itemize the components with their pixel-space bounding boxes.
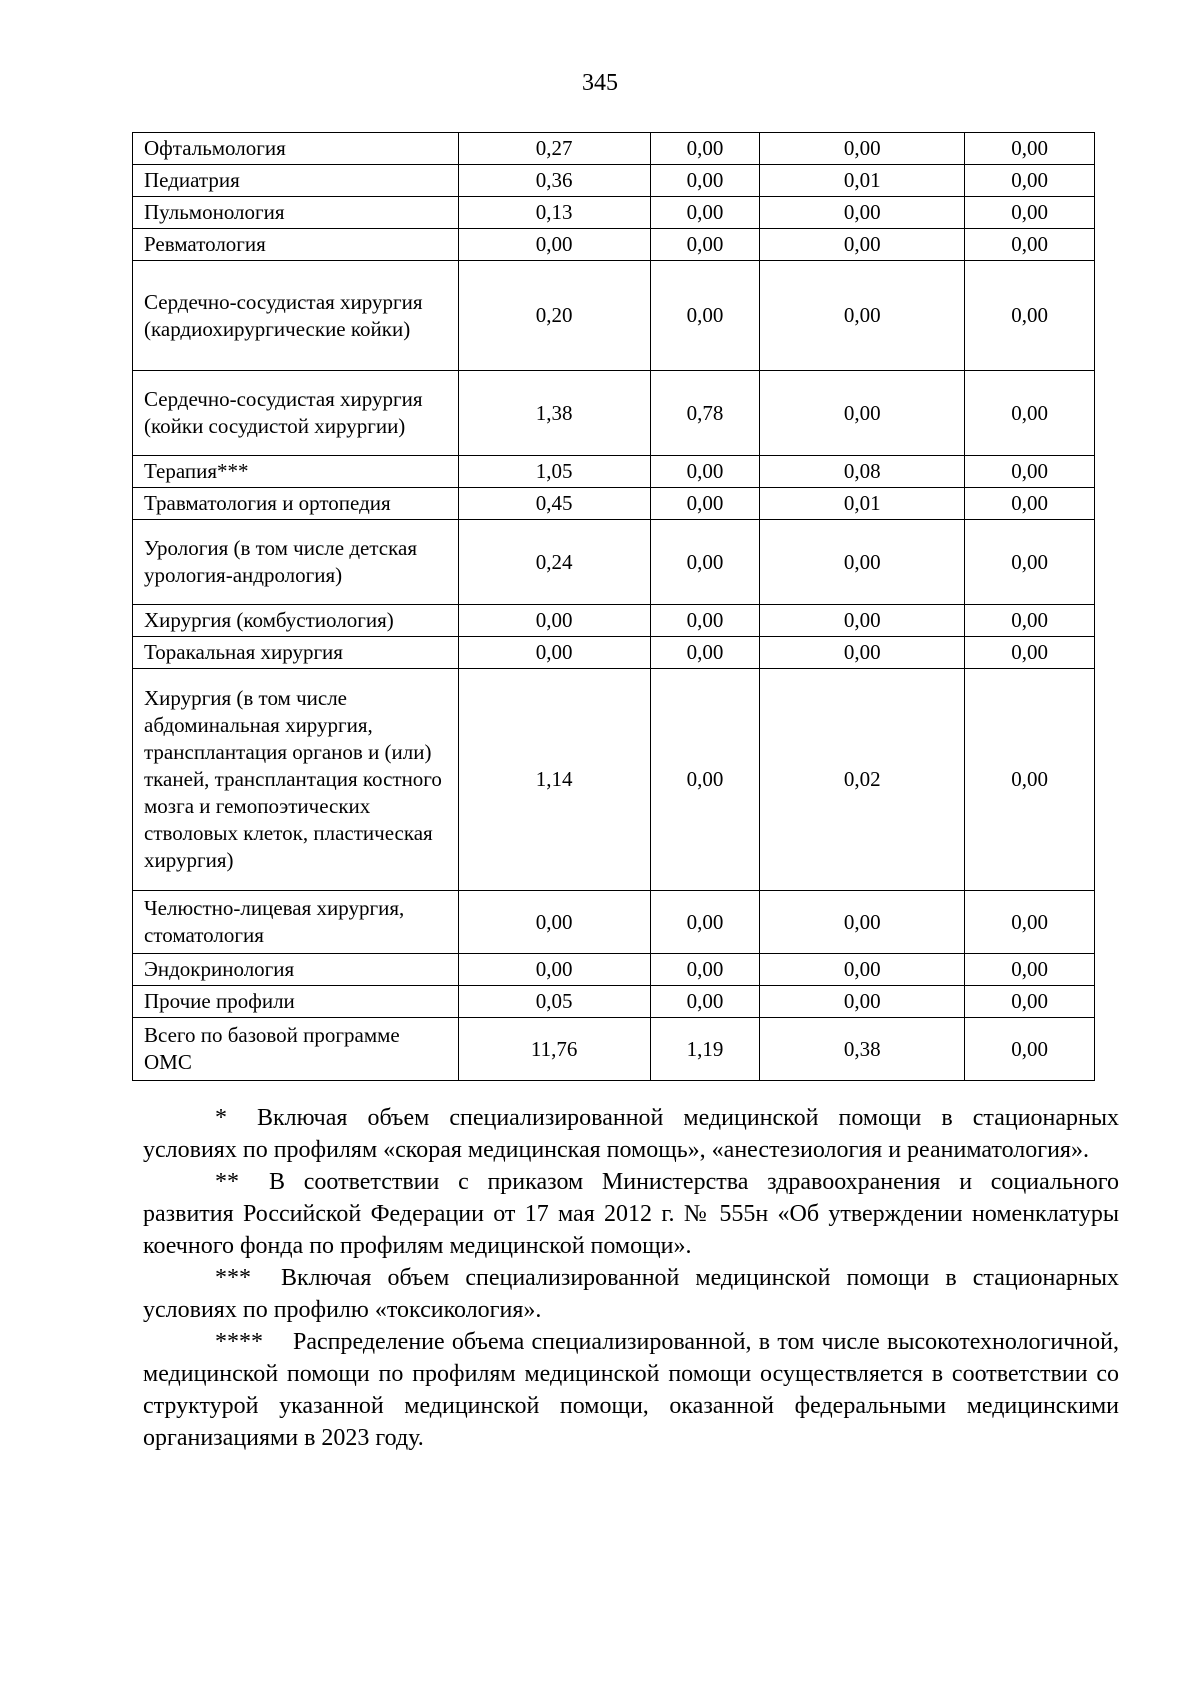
table-row [133, 520, 1095, 605]
profile-name: Хирургия (комбустиология) [133, 605, 459, 637]
table-row [133, 371, 1095, 456]
value-cell: 0,00 [458, 891, 650, 954]
value-cell: 0,00 [760, 605, 965, 637]
value-cell: 0,02 [760, 669, 965, 891]
value-cell: 0,00 [965, 520, 1095, 605]
value-cell: 0,00 [965, 986, 1095, 1018]
value-cell: 0,00 [650, 954, 760, 986]
value-cell: 0,05 [458, 986, 650, 1018]
value-cell: 0,00 [760, 520, 965, 605]
value-cell: 0,00 [760, 891, 965, 954]
footnote-mark: **** [215, 1329, 263, 1355]
profile-name: Урология (в том числе детская урология-андрология) [133, 520, 459, 605]
footnote-text: Включая объем специализированной медицинской помощи в стационарных условиях по профилям «скорая медицинская помощь», «анестезиология и реаниматология». [143, 1105, 1119, 1163]
value-cell: 0,00 [760, 637, 965, 669]
table-row [133, 986, 1095, 1018]
footnote [143, 1166, 1119, 1262]
value-cell: 0,00 [650, 669, 760, 891]
value-cell: 0,00 [760, 229, 965, 261]
value-cell: 0,00 [650, 637, 760, 669]
profiles-table [132, 132, 1095, 1081]
footnote-text: В соответствии с приказом Министерства здравоохранения и социального развития Российской Федерации от 17 мая 2012 г. № 555н «Об утверждении номенклатуры коечного фонда по профилям медицинской помощи». [143, 1169, 1119, 1259]
value-cell: 0,00 [965, 637, 1095, 669]
value-cell: 0,20 [458, 261, 650, 371]
value-cell: 0,00 [965, 891, 1095, 954]
value-cell: 0,38 [760, 1018, 965, 1081]
value-cell: 0,00 [965, 197, 1095, 229]
value-cell: 0,08 [760, 456, 965, 488]
footnote-mark: *** [215, 1265, 251, 1291]
value-cell: 0,00 [760, 371, 965, 456]
table-row [133, 954, 1095, 986]
profile-name: Терапия*** [133, 456, 459, 488]
footnote-text: Распределение объема специализированной, в том числе высокотехнологичной, медицинской помощи по профилям медицинской помощи осуществляется в соответствии со структурой указанной медицинской помощи, оказанной федеральными медицинскими организациями в 2023 году. [143, 1329, 1119, 1451]
value-cell: 0,01 [760, 488, 965, 520]
value-cell: 0,00 [760, 986, 965, 1018]
value-cell: 1,38 [458, 371, 650, 456]
value-cell: 0,00 [458, 954, 650, 986]
table-row [133, 456, 1095, 488]
value-cell: 11,76 [458, 1018, 650, 1081]
value-cell: 0,00 [650, 165, 760, 197]
profile-name: Всего по базовой программе ОМС [133, 1018, 459, 1081]
value-cell: 0,00 [965, 371, 1095, 456]
profile-name: Пульмонология [133, 197, 459, 229]
value-cell: 0,00 [650, 605, 760, 637]
value-cell: 0,00 [458, 637, 650, 669]
table-row [133, 669, 1095, 891]
value-cell: 0,00 [965, 605, 1095, 637]
profile-name: Сердечно-сосудистая хирургия (кардиохирургические койки) [133, 261, 459, 371]
value-cell: 1,19 [650, 1018, 760, 1081]
value-cell: 0,00 [458, 229, 650, 261]
value-cell: 1,05 [458, 456, 650, 488]
profile-name: Эндокринология [133, 954, 459, 986]
value-cell: 0,78 [650, 371, 760, 456]
table-row [133, 1018, 1095, 1081]
value-cell: 0,00 [965, 133, 1095, 165]
table-row [133, 891, 1095, 954]
table-row [133, 605, 1095, 637]
profile-name: Сердечно-сосудистая хирургия (койки сосудистой хирургии) [133, 371, 459, 456]
value-cell: 0,00 [965, 261, 1095, 371]
value-cell: 0,00 [760, 133, 965, 165]
table-row [133, 261, 1095, 371]
profile-name: Прочие профили [133, 986, 459, 1018]
value-cell: 1,14 [458, 669, 650, 891]
profile-name: Педиатрия [133, 165, 459, 197]
footnote [143, 1262, 1119, 1326]
value-cell: 0,00 [650, 891, 760, 954]
footnote [143, 1102, 1119, 1166]
value-cell: 0,00 [760, 197, 965, 229]
profile-name: Торакальная хирургия [133, 637, 459, 669]
value-cell: 0,00 [650, 133, 760, 165]
value-cell: 0,00 [650, 229, 760, 261]
table-row [133, 197, 1095, 229]
value-cell: 0,00 [965, 954, 1095, 986]
value-cell: 0,01 [760, 165, 965, 197]
value-cell: 0,00 [965, 1018, 1095, 1081]
profile-name: Ревматология [133, 229, 459, 261]
value-cell: 0,00 [650, 456, 760, 488]
profile-name: Офтальмология [133, 133, 459, 165]
value-cell: 0,00 [965, 456, 1095, 488]
footnotes [143, 1102, 1119, 1454]
value-cell: 0,27 [458, 133, 650, 165]
table-row [133, 637, 1095, 669]
table-row [133, 133, 1095, 165]
value-cell: 0,00 [650, 261, 760, 371]
page-number: 345 [582, 70, 618, 96]
table-row [133, 165, 1095, 197]
value-cell: 0,00 [965, 488, 1095, 520]
footnote-mark: * [215, 1105, 227, 1131]
profile-name: Травматология и ортопедия [133, 488, 459, 520]
value-cell: 0,00 [650, 520, 760, 605]
value-cell: 0,00 [650, 197, 760, 229]
value-cell: 0,00 [965, 669, 1095, 891]
value-cell: 0,45 [458, 488, 650, 520]
profile-name: Челюстно-лицевая хирургия, стоматология [133, 891, 459, 954]
value-cell: 0,00 [650, 986, 760, 1018]
footnote-text: Включая объем специализированной медицинской помощи в стационарных условиях по профилю «токсикология». [143, 1265, 1119, 1323]
value-cell: 0,36 [458, 165, 650, 197]
value-cell: 0,00 [760, 954, 965, 986]
profile-name: Хирургия (в том числе абдоминальная хирургия, трансплантация органов и (или) тканей, трансплантация костного мозга и гемопоэтических стволовых клеток, пластическая хирургия) [133, 669, 459, 891]
value-cell: 0,13 [458, 197, 650, 229]
value-cell: 0,24 [458, 520, 650, 605]
value-cell: 0,00 [650, 488, 760, 520]
table-row [133, 229, 1095, 261]
value-cell: 0,00 [760, 261, 965, 371]
value-cell: 0,00 [965, 165, 1095, 197]
value-cell: 0,00 [965, 229, 1095, 261]
footnote-mark: ** [215, 1169, 239, 1195]
footnote [143, 1326, 1119, 1454]
table-row [133, 488, 1095, 520]
value-cell: 0,00 [458, 605, 650, 637]
